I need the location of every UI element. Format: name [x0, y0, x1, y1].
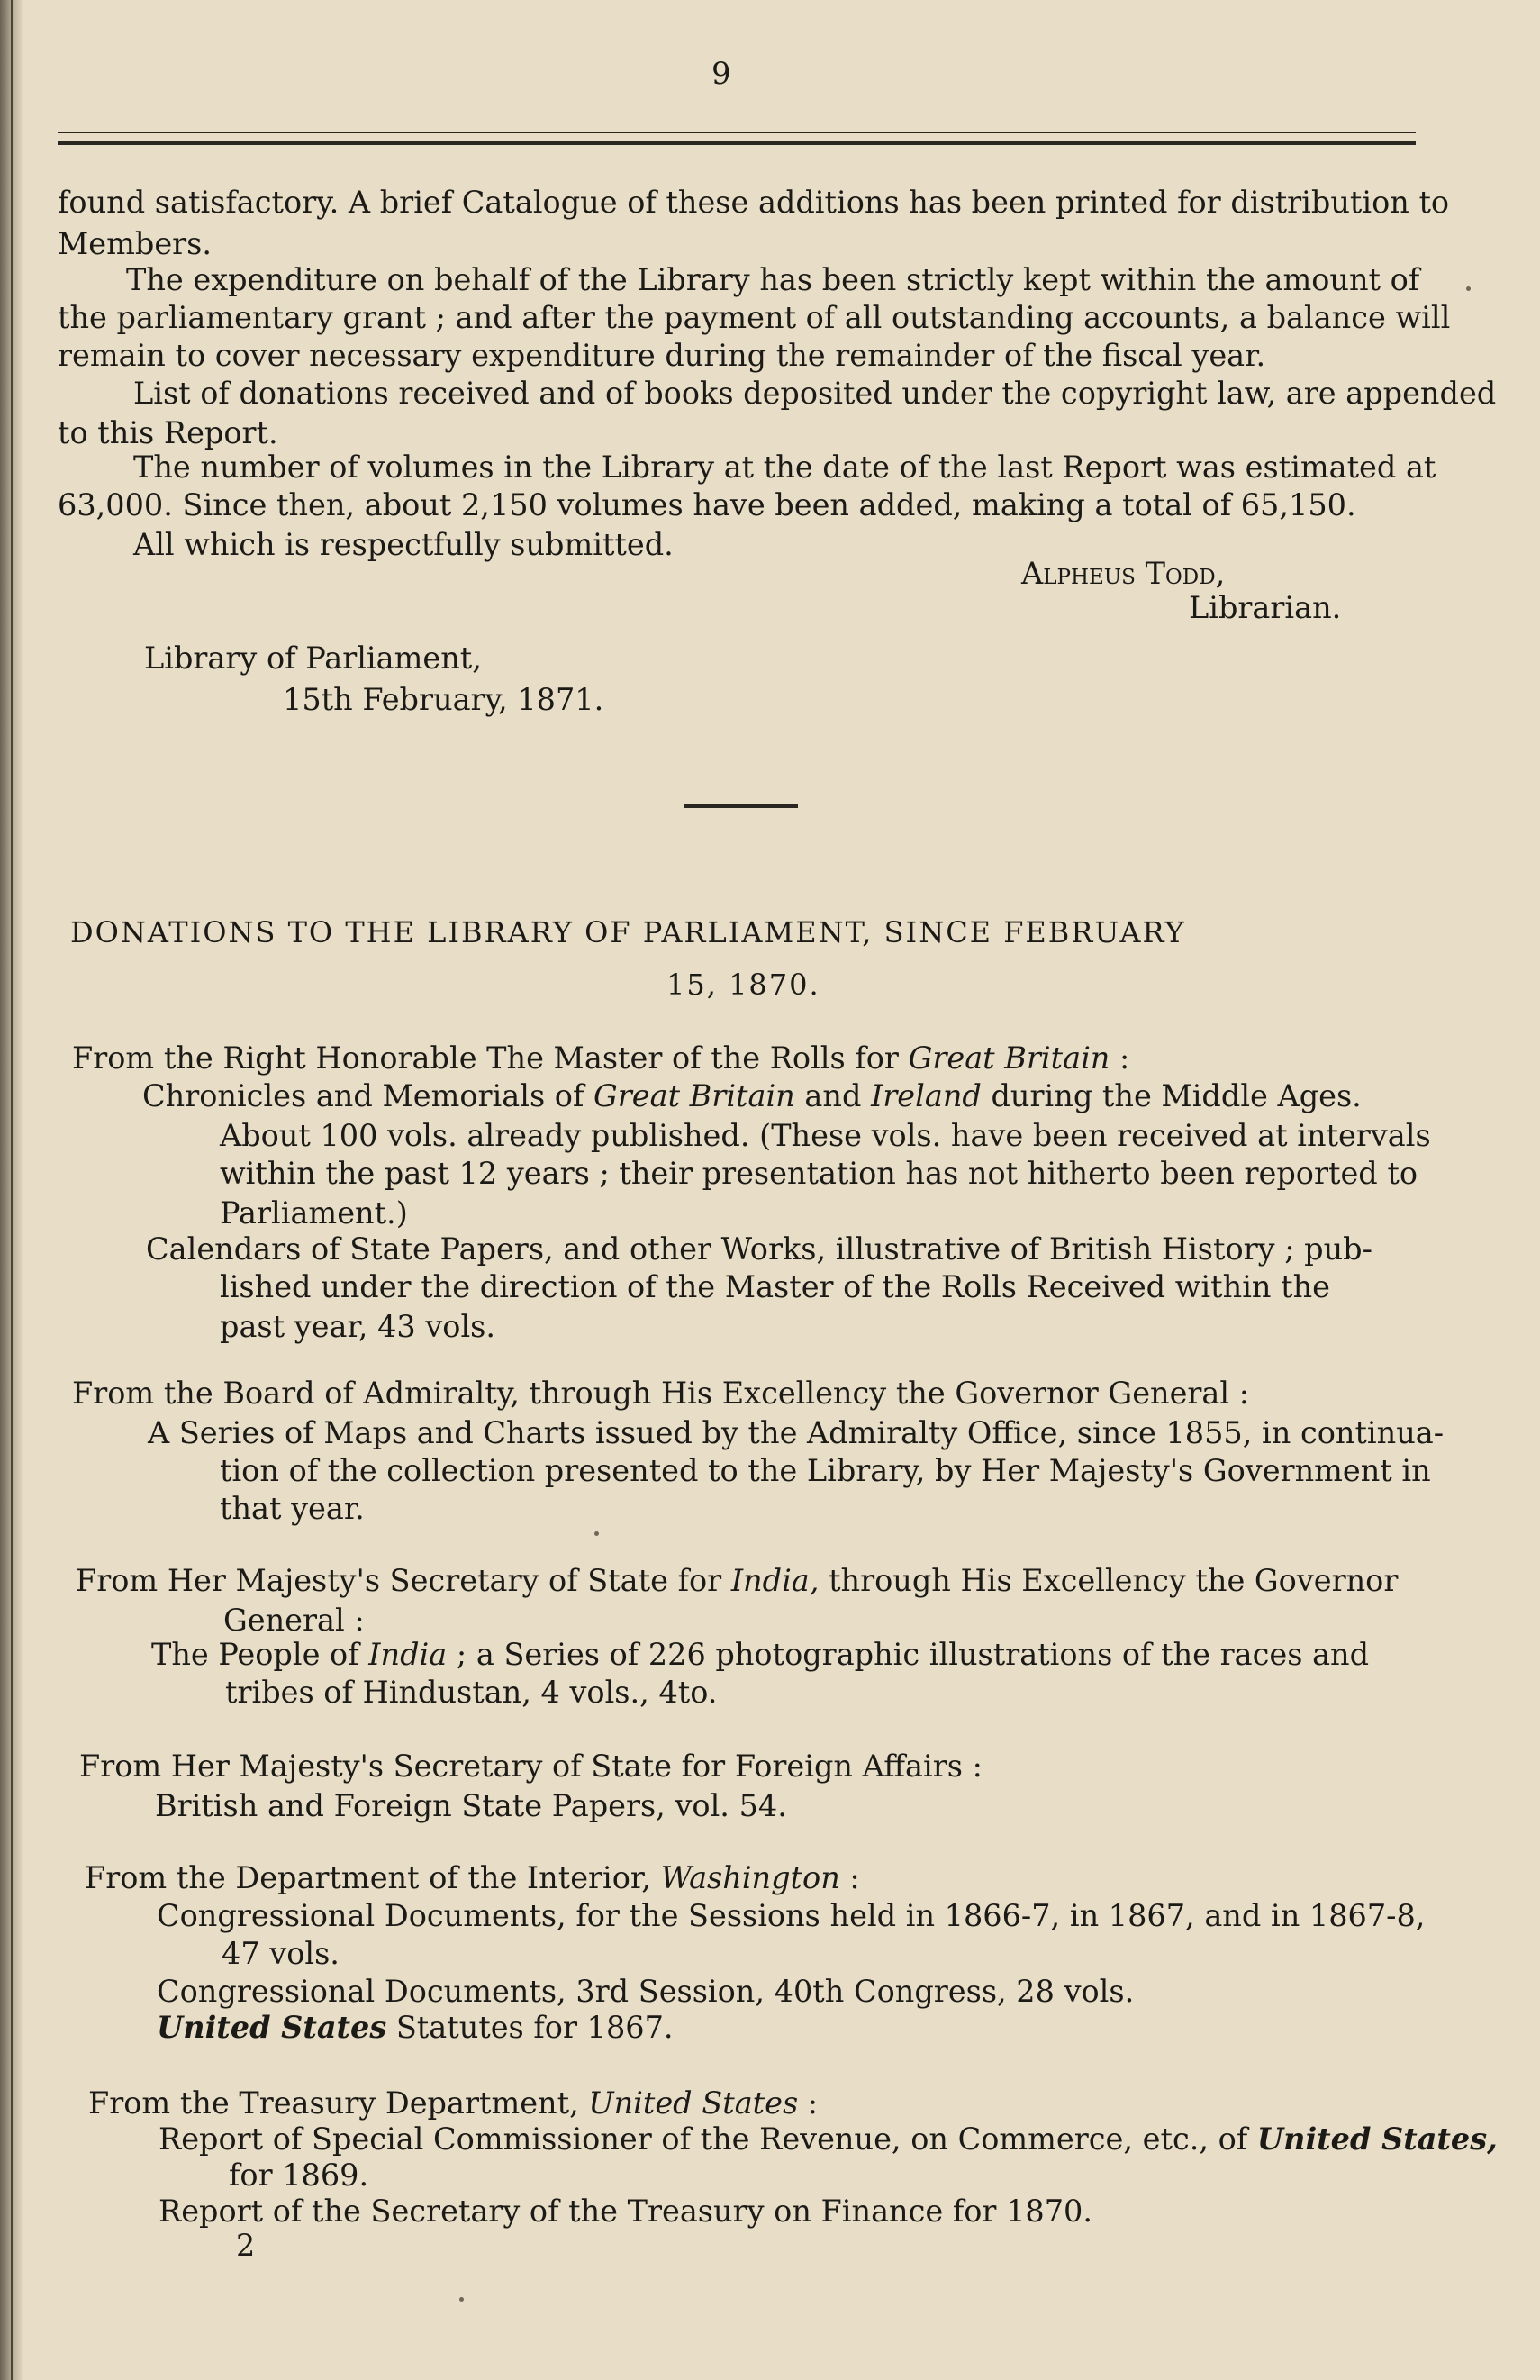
signature-title: Librarian. [1189, 590, 1342, 625]
donations-heading: DONATIONS TO THE LIBRARY OF PARLIAMENT, SINCE FEBRUARY [70, 915, 1186, 949]
signature-mark: 2 [236, 2228, 256, 2263]
item-chronicles-line-2: About 100 vols. already published. (These vols. have been received at intervals [220, 1118, 1431, 1153]
item-state-papers: British and Foreign State Papers, vol. 54. [155, 1788, 787, 1823]
report-line-2: Members. [58, 226, 213, 261]
report-line-9: 63,000. Since then, about 2,150 volumes have been added, making a total of 65,150. [58, 487, 1356, 522]
paper-speck [459, 2297, 464, 2302]
item-people-of-india: The People of India ; a Series of 226 photographic illustrations of the races and [151, 1637, 1370, 1672]
item-chronicles-line-3: within the past 12 years ; their presentation has not hitherto been reported to [220, 1156, 1418, 1191]
item-calendars: Calendars of State Papers, and other Works, illustrative of British History ; pub- [146, 1231, 1372, 1267]
donor-treasury: From the Treasury Department, United States : [88, 2085, 819, 2121]
item-calendars-line-2: lished under the direction of the Master of the Rolls Received within the [220, 1269, 1330, 1304]
item-maps-charts-line-2: tion of the collection presented to the Library, by Her Majesty's Government in [220, 1453, 1431, 1488]
item-people-of-india-line-2: tribes of Hindustan, 4 vols., 4to. [225, 1675, 718, 1710]
section-divider [684, 804, 798, 808]
item-chronicles-line-4: Parliament.) [220, 1195, 408, 1231]
donor-interior: From the Department of the Interior, Washington : [85, 1860, 860, 1895]
item-congressional-docs-line-2: 47 vols. [222, 1936, 340, 1971]
donor-admiralty: From the Board of Admiralty, through His Excellency the Governor General : [72, 1376, 1250, 1411]
report-line-10: All which is respectfully submitted. [133, 527, 674, 562]
item-congressional-docs: Congressional Documents, for the Sessions held in 1866-7, in 1867, and in 1867-8, [157, 1898, 1426, 1933]
report-line-1: found satisfactory. A brief Catalogue of these additions has been printed for distribution to [58, 185, 1450, 220]
donor-master-of-rolls: From the Right Honorable The Master of the Rolls for Great Britain : [72, 1040, 1130, 1076]
report-line-8: The number of volumes in the Library at the date of the last Report was estimated at [133, 450, 1436, 485]
binding-edge [11, 0, 13, 2380]
page-number: 9 [711, 56, 731, 92]
header-rule-thin [58, 132, 1416, 133]
item-us-statutes: United States Statutes for 1867. [157, 2010, 674, 2045]
report-place: Library of Parliament, [144, 640, 482, 676]
item-congressional-docs-40th: Congressional Documents, 3rd Session, 40th Congress, 28 vols. [157, 1974, 1135, 2009]
paper-speck [594, 1531, 599, 1536]
paper-speck [1466, 286, 1471, 291]
item-maps-charts: A Series of Maps and Charts issued by the Admiralty Office, since 1855, in continua- [148, 1415, 1445, 1450]
item-calendars-line-3: past year, 43 vols. [220, 1309, 495, 1344]
report-line-5: remain to cover necessary expenditure during the remainder of the fiscal year. [58, 338, 1266, 373]
item-special-commissioner: Report of Special Commissioner of the Revenue, on Commerce, etc., of United States, [159, 2121, 1498, 2157]
donor-secretary-india: From Her Majesty's Secretary of State for India, through His Excellency the Governor [76, 1563, 1399, 1598]
report-line-6: List of donations received and of books deposited under the copyright law, are appended [133, 376, 1497, 411]
item-special-commissioner-line-2: for 1869. [229, 2157, 369, 2193]
report-line-3: The expenditure on behalf of the Library has been strictly kept within the amount of [126, 262, 1420, 297]
donor-foreign-affairs: From Her Majesty's Secretary of State for Foreign Affairs : [79, 1749, 983, 1784]
signature-name: Alpheus Todd, [1021, 556, 1226, 591]
item-chronicles: Chronicles and Memorials of Great Britain and Ireland during the Middle Ages. [142, 1078, 1362, 1113]
report-line-7: to this Report. [58, 415, 278, 450]
header-rule-thick [58, 141, 1416, 145]
report-line-4: the parliamentary grant ; and after the payment of all outstanding accounts, a balance will [58, 300, 1451, 335]
donations-heading-date: 15, 1870. [666, 967, 820, 1002]
item-maps-charts-line-3: that year. [220, 1491, 365, 1526]
item-treasury-finance: Report of the Secretary of the Treasury on Finance for 1870. [159, 2194, 1092, 2229]
report-date: 15th February, 1871. [283, 682, 604, 717]
donor-secretary-india-line-2: General : [223, 1603, 365, 1638]
